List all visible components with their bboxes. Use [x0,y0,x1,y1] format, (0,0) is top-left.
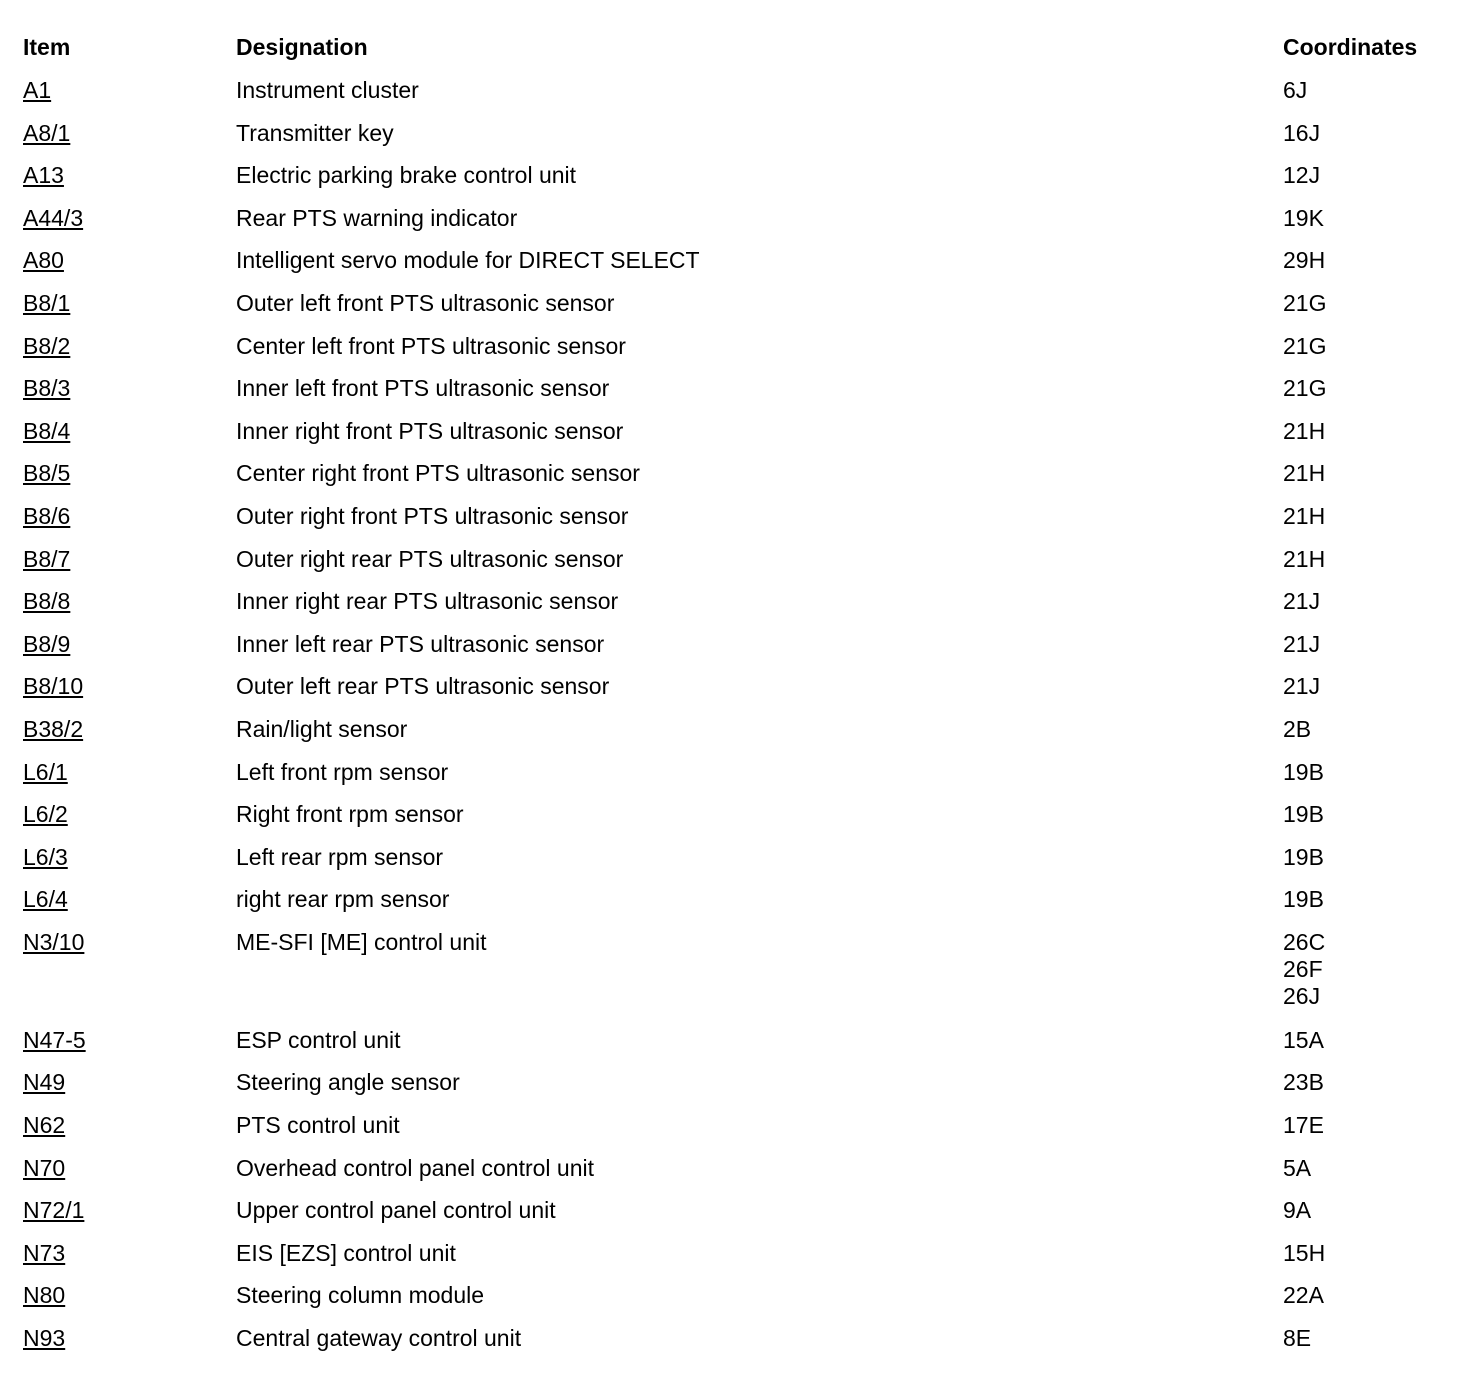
coordinates-cell [1283,716,1463,743]
designation-text: Left front rpm sensor [236,758,449,785]
table-row [0,460,1472,503]
designation-text: Inner left front PTS ultrasonic sensor [236,375,610,402]
header-designation: Designation [236,34,368,60]
designation-text: Steering angle sensor [236,1069,460,1096]
coordinates-cell [1283,1282,1463,1309]
coordinates-cell [1283,290,1463,317]
coordinates-cell [1283,503,1463,530]
table-row [0,418,1472,461]
designation-text: Right front rpm sensor [236,801,464,828]
coordinate-value: 12J [1283,162,1321,189]
coordinate-value: 26J [1283,982,1321,1009]
table-row [0,247,1472,290]
coordinate-value: 19B [1283,886,1324,913]
coordinate-value: 21J [1283,588,1321,615]
designation-text: Outer left rear PTS ultrasonic sensor [236,673,610,700]
table-row [0,886,1472,929]
coordinate-value: 21J [1283,673,1321,700]
table-row [0,120,1472,163]
coordinate-value: 17E [1283,1112,1324,1139]
coordinate-value: 2B [1283,715,1312,742]
table-row [0,546,1472,589]
designation-text: Electric parking brake control unit [236,162,577,189]
designation-text: Rear PTS warning indicator [236,204,518,231]
item-link[interactable]: B8/3 [23,375,71,402]
table-row [0,1112,1472,1155]
designation-text: Center right front PTS ultrasonic sensor [236,460,640,487]
coordinate-value: 21J [1283,630,1321,657]
designation-text: Left rear rpm sensor [236,843,444,870]
coordinates-cell [1283,759,1463,786]
item-link[interactable]: N47-5 [23,1026,86,1053]
coordinate-value: 21H [1283,502,1326,529]
table-row [0,375,1472,418]
designation-text: Center left front PTS ultrasonic sensor [236,332,626,359]
coordinates-cell [1283,801,1463,828]
table-row [0,1069,1472,1112]
table-header [0,0,1472,60]
item-link[interactable]: N72/1 [23,1197,85,1224]
designation-text: Intelligent servo module for DIRECT SELECT [236,247,700,274]
item-link[interactable]: A8/1 [23,119,71,146]
table-row [0,503,1472,546]
item-link[interactable]: N49 [23,1069,66,1096]
coordinates-cell [1283,1155,1463,1182]
coordinate-value: 21G [1283,332,1327,359]
coordinates-cell [1283,546,1463,573]
coordinates-cell [1283,844,1463,871]
item-link[interactable]: B8/1 [23,289,71,316]
coordinates-cell [1283,886,1463,913]
designation-text: Outer left front PTS ultrasonic sensor [236,289,615,316]
table-row [0,77,1472,120]
header-coordinates: Coordinates [1283,34,1418,60]
item-link[interactable]: B8/8 [23,588,71,615]
table-row [0,162,1472,205]
coordinate-value: 21G [1283,375,1327,402]
designation-text: Rain/light sensor [236,715,408,742]
coordinates-cell [1283,460,1463,487]
table-row [0,333,1472,376]
coordinates-cell [1283,205,1463,232]
coordinates-cell [1283,333,1463,360]
header-item: Item [23,34,71,60]
coordinate-value: 5A [1283,1154,1312,1181]
table-row [0,759,1472,802]
coordinate-value: 23B [1283,1069,1324,1096]
designation-text: Outer right front PTS ultrasonic sensor [236,502,629,529]
coordinates-cell [1283,120,1463,147]
table-row [0,290,1472,333]
coordinate-value: 19B [1283,758,1324,785]
table-row [0,1282,1472,1325]
item-link[interactable]: A1 [23,77,52,103]
item-link[interactable]: B8/9 [23,630,71,657]
coordinate-value: 15H [1283,1239,1326,1266]
coordinates-cell [1283,1240,1463,1267]
coordinate-value: 19B [1283,843,1324,870]
coordinates-cell [1283,1197,1463,1224]
item-link[interactable]: A80 [23,247,64,274]
item-link[interactable]: N73 [23,1239,66,1266]
coordinates-cell [1283,418,1463,445]
coordinate-value: 21H [1283,417,1326,444]
item-link[interactable]: B8/4 [23,417,71,444]
coordinate-value: 22A [1283,1282,1324,1309]
designation-text: right rear rpm sensor [236,886,450,913]
item-link[interactable]: B8/10 [23,673,84,700]
coordinate-value: 21G [1283,289,1327,316]
item-link[interactable]: B8/7 [23,545,71,572]
coordinate-value: 19K [1283,204,1324,231]
item-link[interactable]: B8/2 [23,332,71,359]
table-row [0,673,1472,716]
item-link[interactable]: L6/4 [23,886,68,913]
coordinate-value: 9A [1283,1197,1312,1224]
designation-text: Overhead control panel control unit [236,1154,594,1181]
designation-text: Instrument cluster [236,77,419,103]
item-link[interactable]: N80 [23,1282,66,1309]
designation-text: ESP control unit [236,1026,401,1053]
table-row [0,1027,1472,1070]
table-row [0,716,1472,759]
coordinate-value: 29H [1283,247,1326,274]
table-row [0,844,1472,887]
designation-text: Central gateway control unit [236,1325,522,1352]
designation-text: Upper control panel control unit [236,1197,556,1224]
designation-text: PTS control unit [236,1112,400,1139]
coordinates-cell [1283,929,1463,1010]
item-link[interactable]: N70 [23,1154,66,1181]
coordinates-cell [1283,247,1463,274]
designation-text: EIS [EZS] control unit [236,1239,456,1266]
item-link[interactable]: L6/3 [23,843,68,870]
table-row [0,1240,1472,1283]
table-row [0,1325,1472,1368]
coordinates-cell [1283,1112,1463,1139]
coordinates-cell [1283,1027,1463,1054]
coordinate-value: 8E [1283,1325,1312,1352]
coordinate-value: 26F [1283,955,1323,982]
table-row [0,801,1472,844]
item-link[interactable]: L6/1 [23,758,68,785]
table-row [0,588,1472,631]
designation-text: Steering column module [236,1282,485,1309]
coordinate-value: 26C [1283,928,1326,955]
coordinates-cell [1283,631,1463,658]
designation-text: Inner right rear PTS ultrasonic sensor [236,588,619,615]
coordinates-cell [1283,588,1463,615]
table-row [0,929,1472,1027]
designation-text: Outer right rear PTS ultrasonic sensor [236,545,624,572]
designation-text: Inner left rear PTS ultrasonic sensor [236,630,605,657]
designation-text: Inner right front PTS ultrasonic sensor [236,417,624,444]
item-link[interactable]: N93 [23,1325,66,1352]
coordinate-value: 19B [1283,801,1324,828]
table-row [0,1155,1472,1198]
item-link[interactable]: B8/6 [23,502,71,529]
coordinates-cell [1283,673,1463,700]
table-row [0,631,1472,674]
coordinates-cell [1283,1069,1463,1096]
table-body [0,48,1472,1368]
coordinate-value: 15A [1283,1026,1324,1053]
coordinates-cell [1283,375,1463,402]
item-link[interactable]: A13 [23,162,64,189]
coordinate-value: 16J [1283,119,1321,146]
item-link[interactable]: B38/2 [23,715,84,742]
designation-text: Transmitter key [236,119,394,146]
item-link[interactable]: A44/3 [23,204,84,231]
designation-text: ME-SFI [ME] control unit [236,928,487,955]
item-link[interactable]: N62 [23,1112,66,1139]
coordinate-value: 21H [1283,460,1326,487]
table-row [0,205,1472,248]
item-link[interactable]: B8/5 [23,460,71,487]
item-link[interactable]: N3/10 [23,928,85,955]
coordinates-cell [1283,162,1463,189]
coordinates-cell [1283,77,1463,104]
item-link[interactable]: L6/2 [23,801,68,828]
coordinates-cell [1283,1325,1463,1352]
coordinate-value: 6J [1283,77,1308,103]
table-row [0,1197,1472,1240]
coordinate-value: 21H [1283,545,1326,572]
